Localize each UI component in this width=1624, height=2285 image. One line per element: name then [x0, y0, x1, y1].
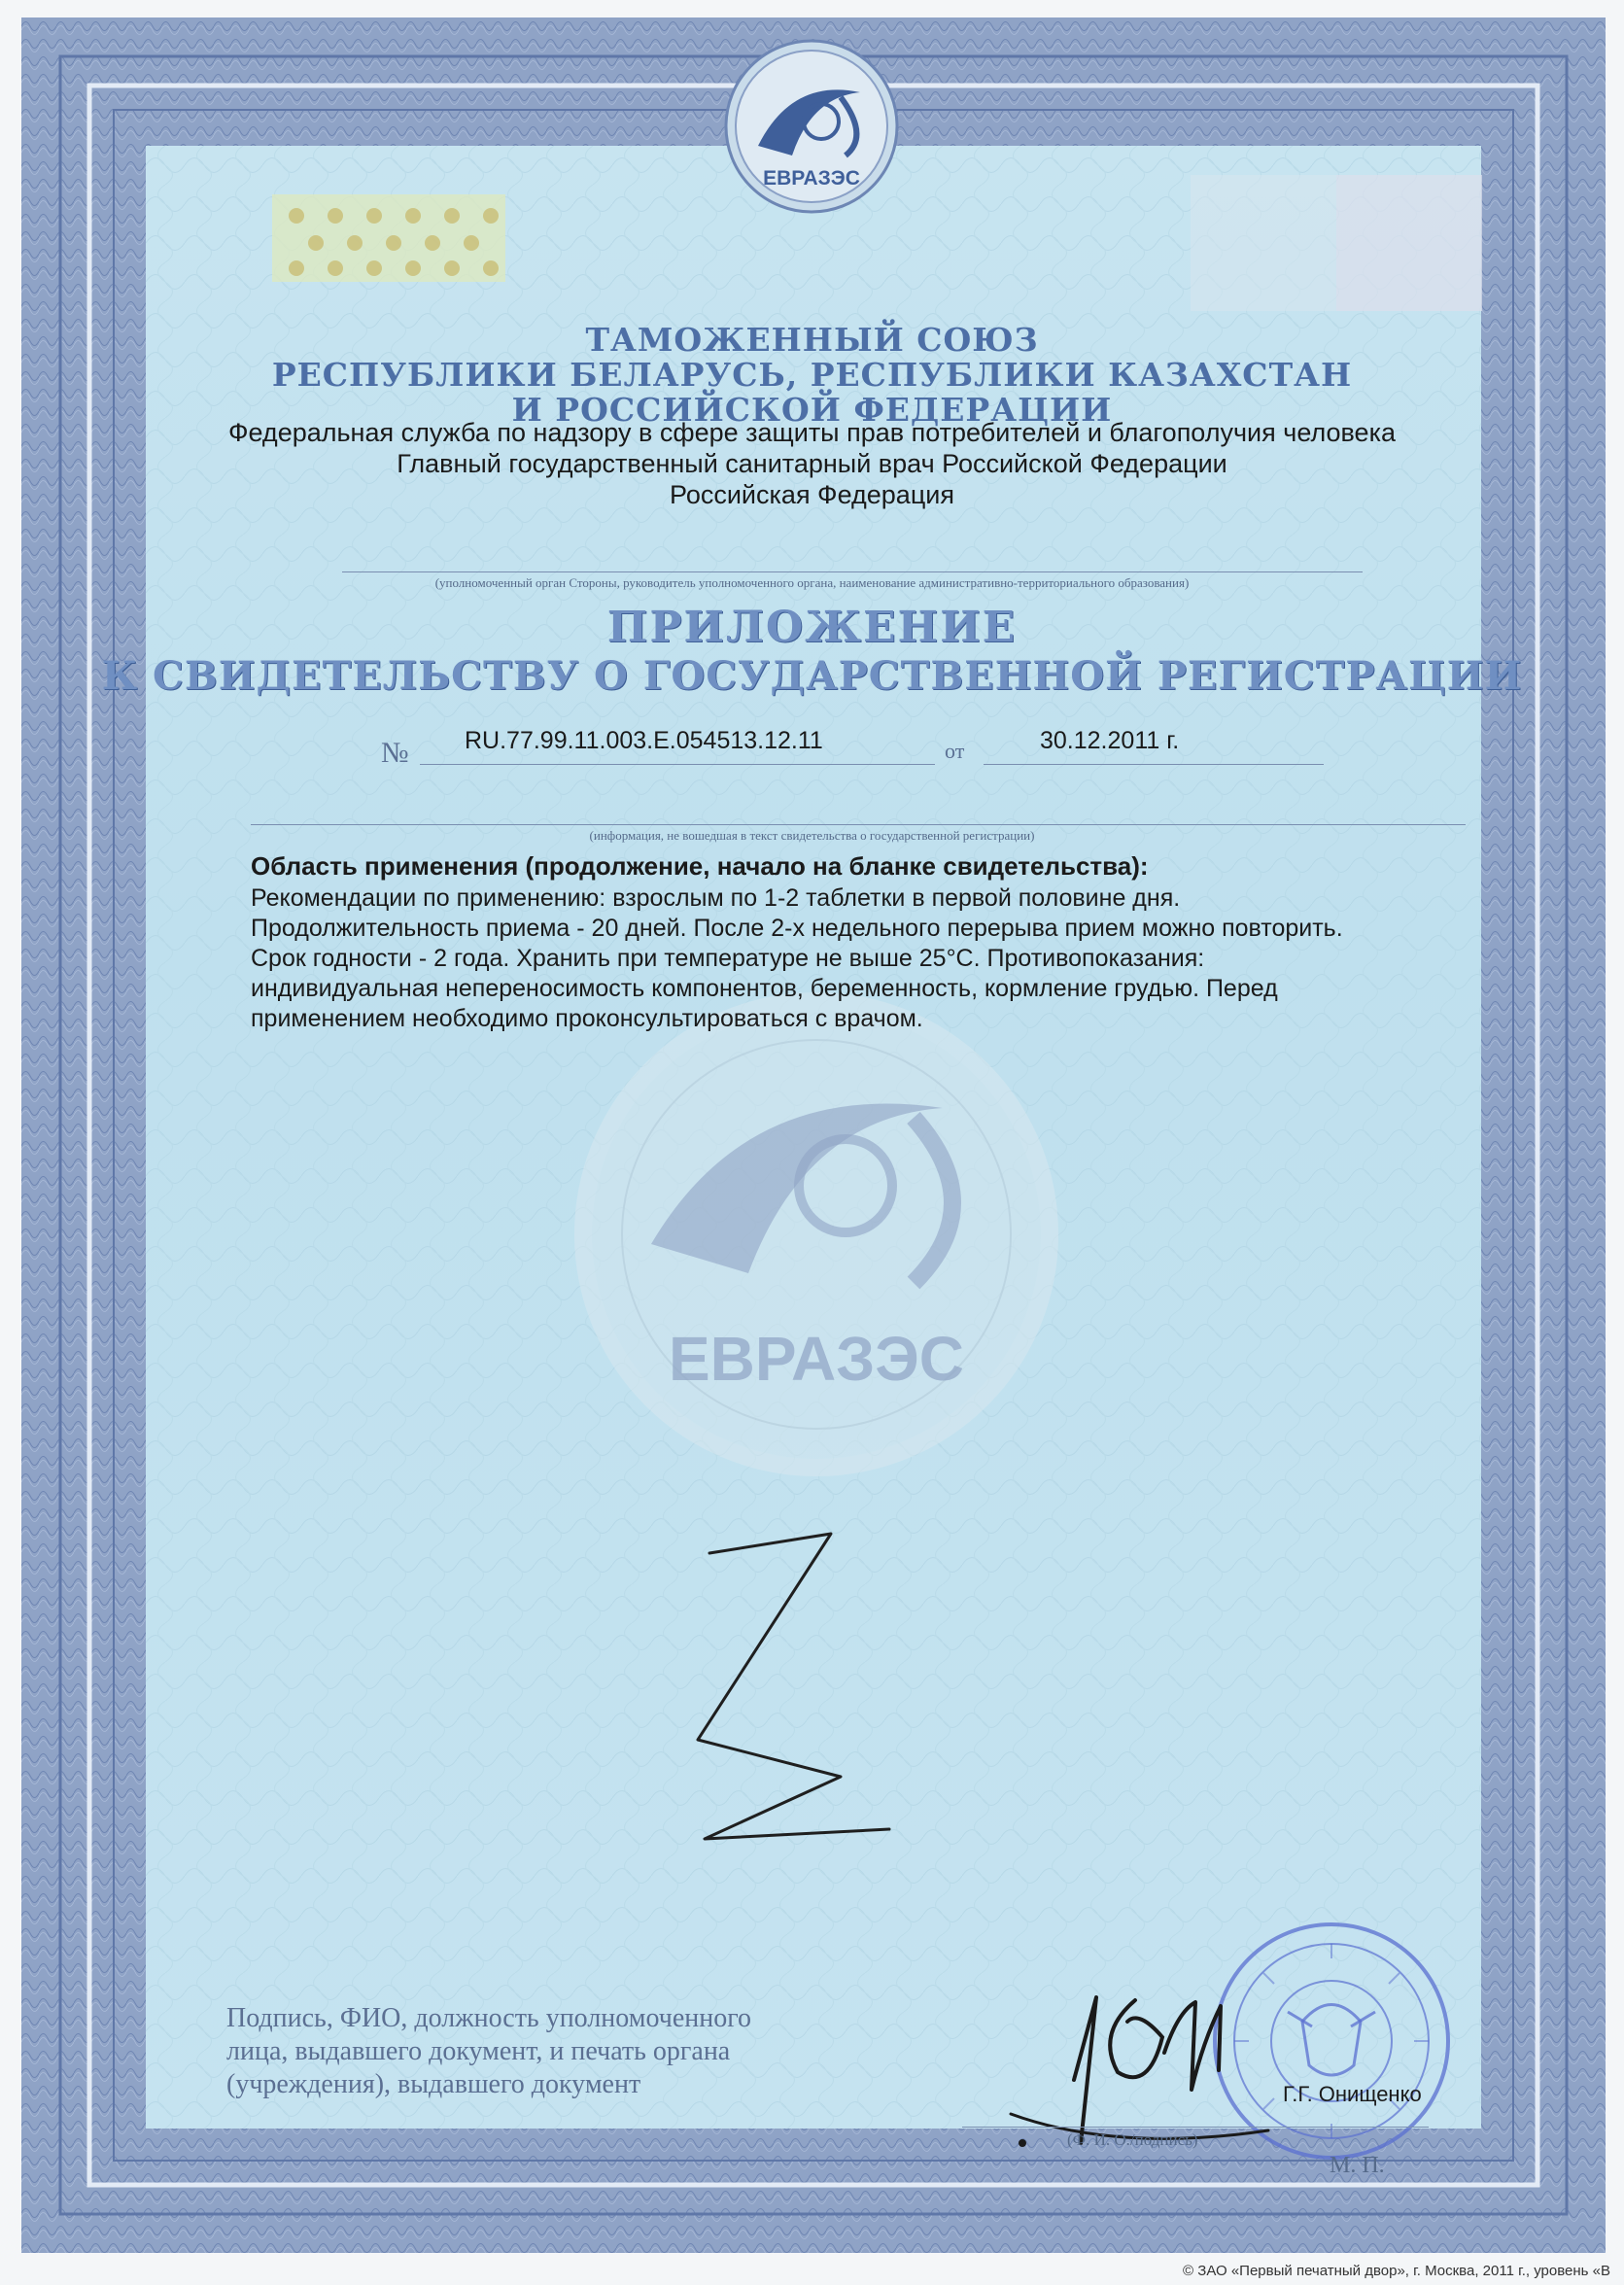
content-line: Рекомендации по применению: взрослым по 1-2 таблетки в первой половине дня. [251, 884, 1181, 912]
signatory-name: Г.Г. Онищенко [1283, 2082, 1422, 2106]
instruction-line: (учреждения), выдавшего документ [226, 2069, 641, 2099]
header-line-2: РЕСПУБЛИКИ БЕЛАРУСЬ, РЕСПУБЛИКИ КАЗАХСТАН [271, 356, 1353, 394]
instruction-line: лица, выдавшего документ, и печать органа [226, 2036, 731, 2066]
number-underline [420, 764, 935, 765]
info-caption: (информация, не вошедшая в текст свидетельства о государственной регистрации) [589, 828, 1035, 843]
content-heading: Область применения (продолжение, начало на бланке свидетельства): [251, 851, 1149, 881]
content-line: Продолжительность приема - 20 дней. После 2-х недельного перерыва прием можно повторить. [251, 915, 1343, 942]
document-title: ПРИЛОЖЕНИЕ [606, 603, 1018, 652]
document-subtitle: К СВИДЕТЕЛЬСТВУ О ГОСУДАРСТВЕННОЙ РЕГИСТРАЦИИ [101, 653, 1523, 699]
printer-copyright: © ЗАО «Первый печатный двор», г. Москва, 2011 г., уровень «В [1183, 2263, 1610, 2279]
info-underline [251, 824, 1466, 825]
signature-underline [962, 2127, 1429, 2128]
registration-date: 30.12.2011 г. [1040, 727, 1180, 754]
authority-line-2: Главный государственный санитарный врач Российской Федерации [397, 449, 1227, 478]
application-content [251, 850, 1475, 1034]
authority-underline [342, 571, 1363, 572]
header-line-1: ТАМОЖЕННЫЙ СОЮЗ [585, 321, 1039, 359]
evrazes-emblem-top [724, 39, 899, 214]
authority-caption: (уполномоченный орган Стороны, руководитель уполномоченного органа, наименование административно-территориального образования) [434, 575, 1190, 590]
authority-line-3: Российская Федерация [670, 480, 954, 509]
content-line: применением необходимо проконсультироваться с врачом. [251, 1005, 923, 1032]
date-prefix: от [945, 739, 965, 763]
handwritten-z-mark [661, 1516, 904, 1856]
evrazes-watermark [573, 991, 1059, 1477]
content-line: Срок годности - 2 года. Хранить при температуре не выше 25°С. Противопоказания: [251, 945, 1205, 972]
emblem-text: ЕВРАЗЭС [763, 167, 860, 190]
instruction-line: Подпись, ФИО, должность уполномоченного [226, 2003, 751, 2033]
registration-row [0, 721, 1624, 769]
hologram-right [1191, 175, 1482, 311]
date-underline [984, 764, 1324, 765]
seal-place-label: М. П. [1330, 2153, 1385, 2178]
number-sign: № [381, 737, 409, 769]
watermark-text: ЕВРАЗЭС [668, 1324, 965, 1394]
registration-number: RU.77.99.11.003.E.054513.12.11 [465, 727, 823, 754]
header-line-3: И РОССИЙСКОЙ ФЕДЕРАЦИИ [511, 391, 1113, 429]
hologram-strip [272, 194, 505, 282]
signature-instructions [226, 2002, 936, 2101]
content-line: индивидуальная непереносимость компонентов, беременность, кормление грудью. Перед [251, 975, 1278, 1002]
authority-line-1: Федеральная служба по надзору в сфере защиты прав потребителей и благополучия человека [227, 418, 1396, 447]
signature-caption: (Ф. И. О./подпись) [1067, 2130, 1198, 2149]
